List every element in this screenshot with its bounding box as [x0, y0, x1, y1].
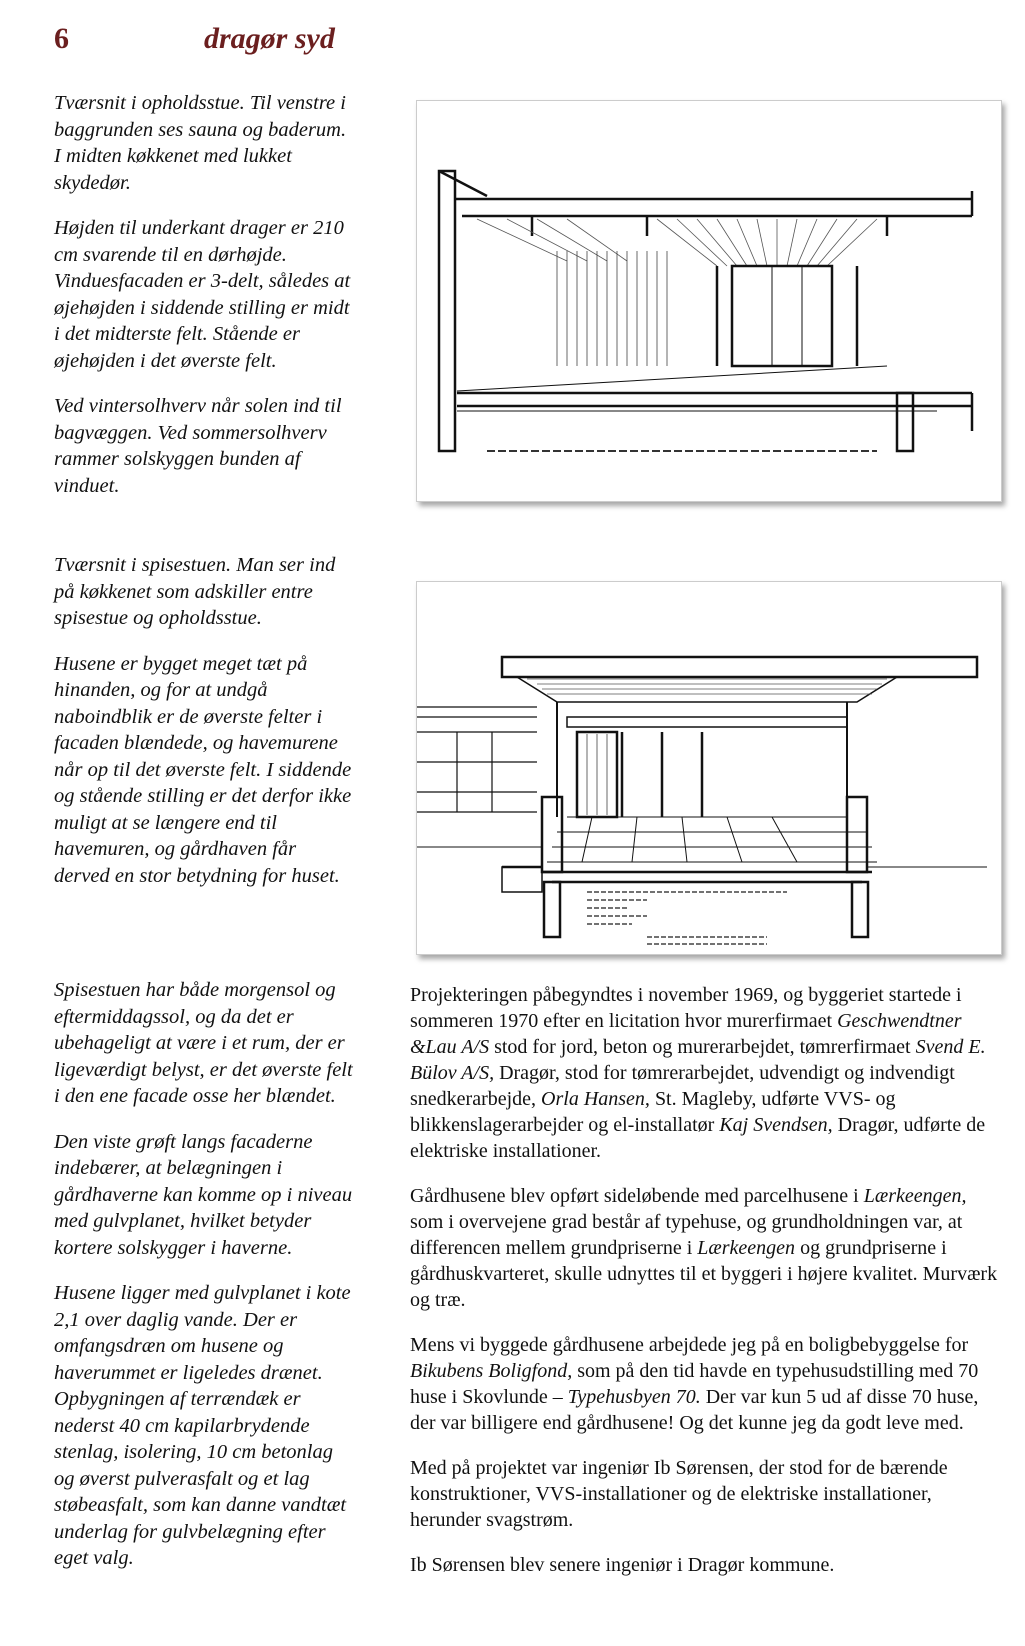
project-name: Typehusbyen 70.	[567, 1386, 701, 1408]
drawing-legend	[587, 892, 787, 944]
notes-block	[54, 977, 354, 1591]
figure-living-room-section	[416, 100, 1002, 502]
caption-paragraph: Tværsnit i spisestuen. Man ser ind på køkkenet som adskiller entre spisestue og opholdsstue.	[54, 554, 336, 629]
figure-dining-room-section	[416, 581, 1002, 955]
text-run: Dragør, udførte de elektriske installationer.	[410, 1114, 986, 1162]
text-run: som i overvejene grad består af typehuse, og grundholdningen var, at differencen mellem grundpriserne i	[410, 1211, 963, 1259]
place-name: Lærkeengen	[697, 1237, 796, 1259]
column-right	[852, 882, 868, 937]
text-run: Der var kun 5 ud af disse 70 huse, der var billigere end gårdhusene! Og det kunne jeg da godt leve med.	[410, 1386, 979, 1434]
notes-paragraph: Den viste grøft langs facaderne indebærer, at belægningen i gårdhaverne kan komme op i niveau med gulvplanet, hvilket betyder kortere solskygger i haverne.	[54, 1130, 353, 1259]
ceiling-hatch	[477, 219, 877, 266]
garden-wall-left	[417, 707, 537, 812]
page-header	[54, 22, 374, 62]
caption-paragraph: Husene er bygget meget tæt på hinanden, og for at undgå naboindblik er de øverste felter i facaden blændede, og havemurene når op til det øverste felt. I siddende og stående stilling er det derfor ikke muligt at se længere end til havemuren, og gårdhaven får derved en stor betydning for huset.	[54, 652, 352, 887]
text-run: Dragør, stod for tømrerarbejdet, udvendigt og indvendigt snedkerarbejde,	[410, 1062, 955, 1110]
company-name: Kaj Svendsen,	[719, 1114, 833, 1136]
column-left	[439, 171, 455, 451]
sauna-wall-hatch	[557, 251, 667, 366]
page-number: 6	[54, 22, 69, 55]
column-left	[544, 882, 560, 937]
drawing-living-room	[417, 101, 1001, 501]
section-title: dragør syd	[204, 22, 335, 55]
paragraph-engineer-later: Ib Sørensen blev senere ingeniør i Dragør kommune.	[410, 1554, 835, 1576]
caption-paragraph: Tværsnit i opholdsstue. Til venstre i baggrunden ses sauna og baderum. I midten køkkenet med lukket skydedør.	[54, 92, 347, 194]
paragraph-construction	[410, 982, 1000, 1164]
text-run: som på den tid havde en typehusudstilling med 70 huse i Skovlunde –	[410, 1360, 979, 1408]
main-text	[410, 982, 1000, 1597]
company-name: Svend E. Bülov A/S,	[410, 1036, 986, 1084]
column-right	[897, 393, 913, 451]
paragraph-parcel-houses	[410, 1183, 1000, 1313]
roof-hatch	[527, 679, 887, 694]
text-run: Mens vi byggede gårdhusene arbejdede jeg på en boligbebyggelse for	[410, 1334, 969, 1356]
drawing-dining-room	[417, 582, 1001, 954]
caption-block-living-room	[54, 90, 354, 518]
company-name: Orla Hansen,	[541, 1088, 650, 1110]
text-run: og grundpriserne i gårdhuskvarteret, skulle udnyttes til et byggeri i højere kvalitet. Murværk og træ.	[410, 1237, 998, 1311]
notes-paragraph: Husene ligger med gulvplanet i kote 2,1 over daglig vande. Der er omfangsdræn om husene og haverummet er ligeledes drænet. Opbygningen af terrændæk er nederst 40 cm kapilarbrydende stenlag, isolering, 10 cm betonlag og øverst pulverasfalt og et lag støbeasfalt, som kan danne vandtæt underlag for gulvbelægning efter eget valg.	[54, 1282, 351, 1569]
caption-block-dining-room	[54, 552, 354, 908]
place-name: Lærkeengen,	[863, 1185, 967, 1207]
roof	[502, 657, 977, 677]
notes-paragraph: Spisestuen har både morgensol og eftermiddagssol, og da det er ubehageligt at være i et rum, der er ligeværdigt belyst, er det øverste felt i den ene facade osse her blændet.	[54, 979, 353, 1107]
organisation-name: Bikubens Boligfond,	[410, 1360, 573, 1382]
company-name: Geschwendtner &Lau A/S	[410, 1010, 962, 1058]
floor-grid	[547, 817, 877, 862]
caption-paragraph: Højden til underkant drager er 210 cm svarende til en dørhøjde. Vinduesfacaden er 3-delt, således at øjehøjden i siddende stilling er midt i det midterste felt. Stående er øjehøjden i det øverste felt.	[54, 217, 351, 372]
text-run: Gårdhusene blev opført sideløbende med parcelhusene i	[410, 1185, 864, 1207]
text-run: St. Magleby, udførte VVS- og blikkenslagerarbejder og el-installatør	[410, 1088, 896, 1136]
text-run: Projekteringen påbegyndtes i november 1969, og byggeriet startede i sommeren 1970 efter en licitation hvor murerfirmaet	[410, 984, 962, 1032]
paragraph-bikuben	[410, 1332, 1000, 1436]
text-run: stod for jord, beton og murerarbejdet, tømrerfirmaet	[489, 1036, 916, 1058]
caption-paragraph: Ved vintersolhverv når solen ind til bagvæggen. Ved sommersolhverv rammer solskyggen bunden af vinduet.	[54, 395, 342, 497]
paragraph-engineer: Med på projektet var ingeniør Ib Sørensen, der stod for de bærende konstruktioner, VVS-installationer og de elektriske installationer, herunder svagstrøm.	[410, 1457, 948, 1531]
